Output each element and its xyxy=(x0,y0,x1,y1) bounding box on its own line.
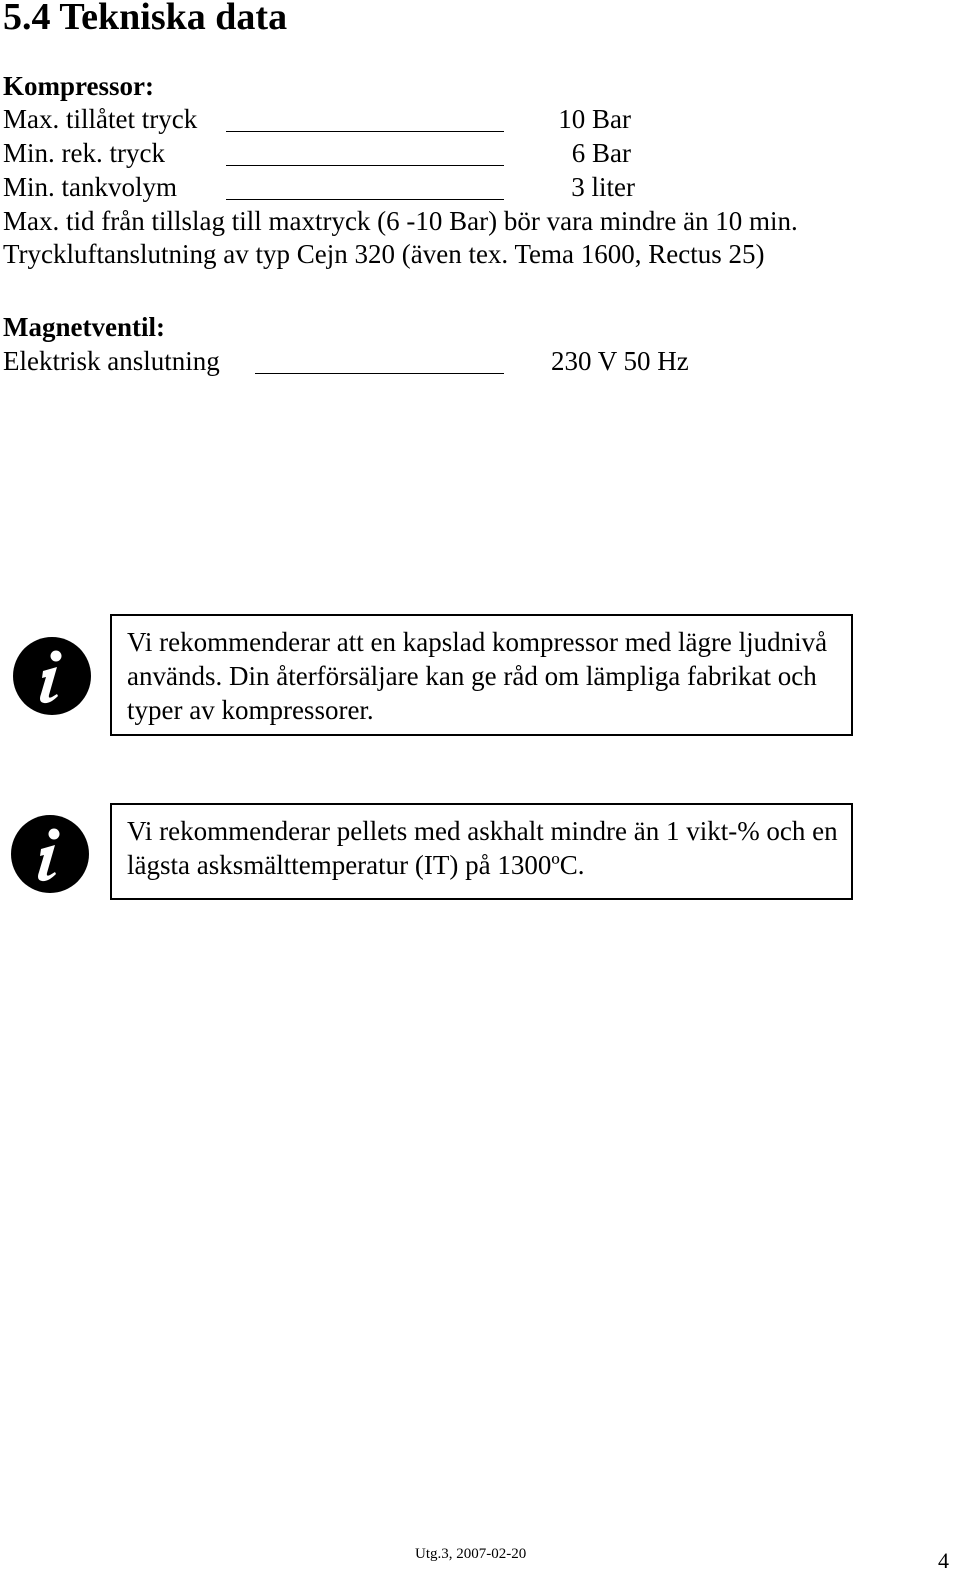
info-icon xyxy=(11,815,89,893)
spec-value-min-pressure: 6 Bar xyxy=(571,138,631,168)
info-note-text: Vi rekommenderar pellets med askhalt mindre än 1 vikt-% och en lägsta asksmälttemperatur (IT) på 1300ºC. xyxy=(127,816,838,880)
info-note-box xyxy=(110,803,853,900)
spec-rule-electrical xyxy=(255,373,504,374)
spec-value-tank-volume: 3 liter xyxy=(571,172,635,202)
spec-value-max-pressure: 10 Bar xyxy=(558,104,631,134)
page-number: 4 xyxy=(938,1548,949,1573)
info-note-box xyxy=(110,614,853,736)
spec-rule-max-pressure xyxy=(226,131,504,132)
valve-heading: Magnetventil: xyxy=(3,312,165,342)
spec-rule-tank-volume xyxy=(226,199,504,200)
info-icon xyxy=(13,637,91,715)
spec-label-min-pressure: Min. rek. tryck xyxy=(3,138,165,168)
spec-value-electrical: 230 V 50 Hz xyxy=(551,346,689,376)
compressor-connection-text: Tryckluftanslutning av typ Cejn 320 (även tex. Tema 1600, Rectus 25) xyxy=(3,239,765,269)
compressor-heading: Kompressor: xyxy=(3,71,154,101)
spec-label-max-pressure: Max. tillåtet tryck xyxy=(3,104,198,134)
info-note-text: Vi rekommenderar att en kapslad kompressor med lägre ljudnivå används. Din återförsäljare kan ge råd om lämpliga fabrikat och typer av kompressorer. xyxy=(127,627,828,725)
spec-label-electrical: Elektrisk anslutning xyxy=(3,346,220,376)
spec-label-tank-volume: Min. tankvolym xyxy=(3,172,177,202)
compressor-fill-time-text: Max. tid från tillslag till maxtryck (6 -10 Bar) bör vara mindre än 10 min. xyxy=(3,206,798,236)
footer-edition: Utg.3, 2007-02-20 xyxy=(415,1546,527,1562)
spec-rule-min-pressure xyxy=(226,165,504,166)
page-title: 5.4 Tekniska data xyxy=(3,0,288,38)
